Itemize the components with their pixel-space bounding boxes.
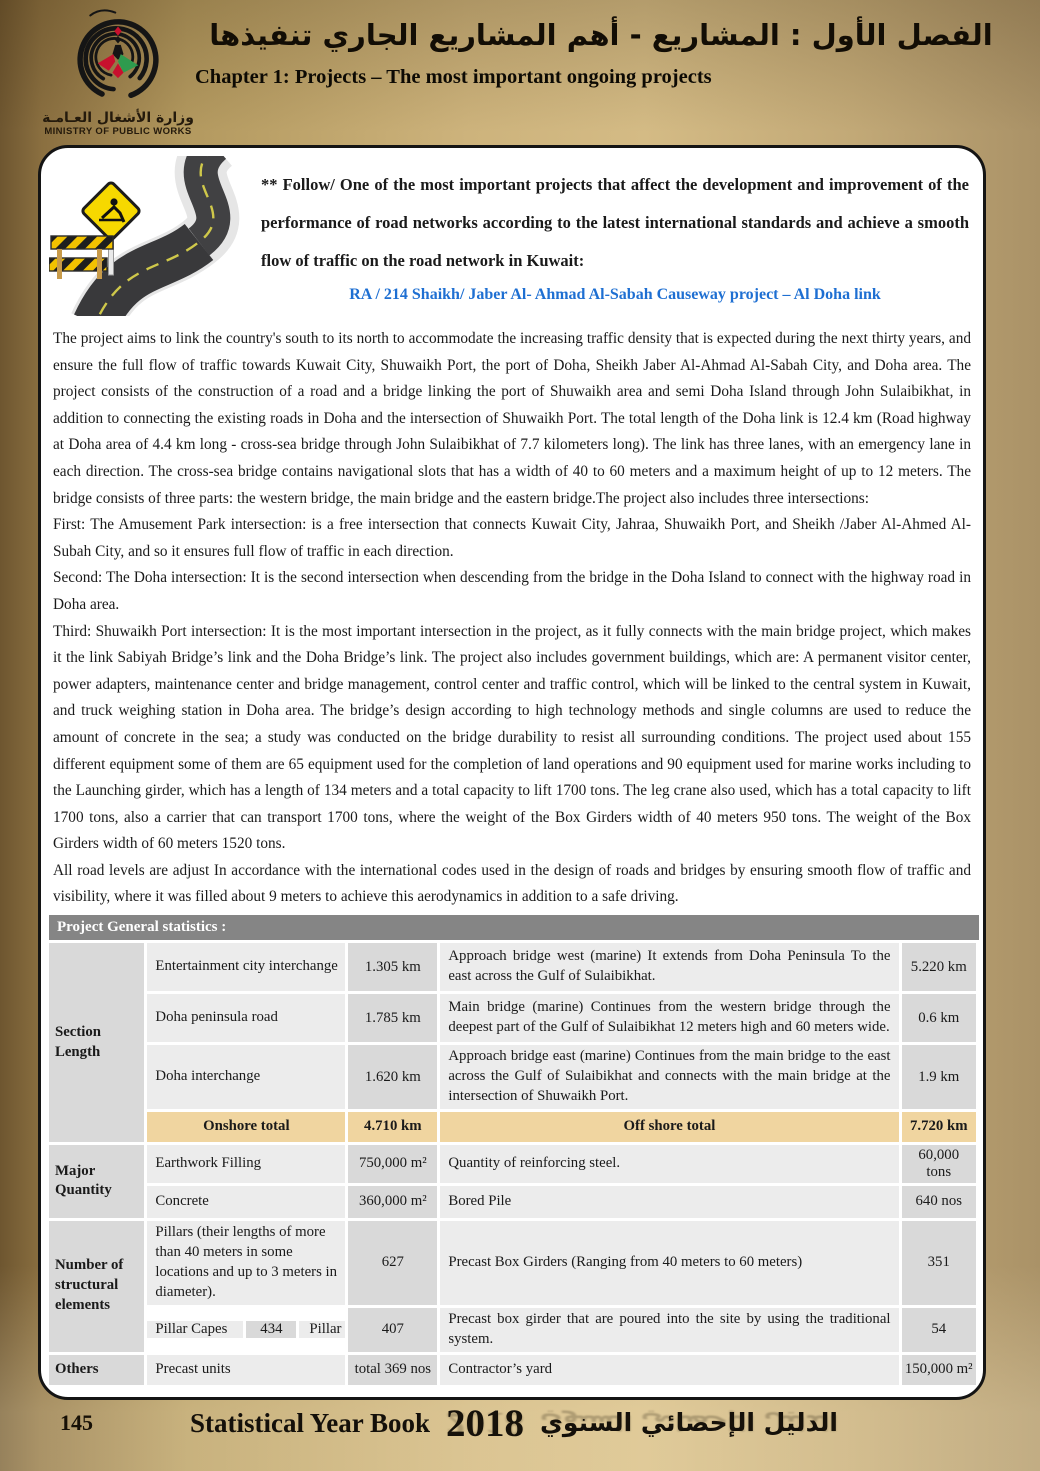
cell-value2: 60,000 tons <box>902 1145 976 1183</box>
cell-offshore-total-value: 7.720 km <box>902 1112 976 1142</box>
cell-desc: Precast box girder that are poured into the site by using the traditional system. <box>440 1308 898 1352</box>
cell-value: 1.620 km <box>348 1045 437 1109</box>
cell-label: Precast units <box>147 1355 345 1385</box>
cell-value2: 150,000 m² <box>902 1355 976 1385</box>
table-row <box>49 994 976 1042</box>
cell-label: Entertainment city interchange <box>147 943 345 991</box>
cell-value: 1.785 km <box>348 994 437 1042</box>
intro-section <box>49 154 973 316</box>
group-header-structural-elements: Number of structural elements <box>49 1221 144 1352</box>
statistics-section <box>49 915 973 1388</box>
cell-desc: Approach bridge west (marine) It extends from Doha Peninsula To the east across the Gulf of Sulaibikhat. <box>440 943 898 991</box>
cell-pillar-capes-count: 434 <box>246 1321 296 1338</box>
cell-desc: Quantity of reinforcing steel. <box>440 1145 898 1183</box>
group-header-section-length: Section Length <box>49 943 144 1142</box>
cell-offshore-total-label: Off shore total <box>440 1112 898 1142</box>
cell-pillar-label: Pillar <box>299 1321 345 1338</box>
project-title: RA / 214 Shaikh/ Jaber Al- Ahmad Al-Sabah Causeway project – Al Doha link <box>349 286 881 303</box>
header-titles <box>195 18 1007 89</box>
page-number: 145 <box>60 1410 93 1435</box>
project-statistics-table <box>46 940 979 1388</box>
cell-desc: Approach bridge east (marine) Continues from the main bridge to the east across the Gulf of Sulaibikhat and connects with the main bridge at the intersection of Shuwaikh Port. <box>440 1045 898 1109</box>
transfer-footnote <box>49 1393 973 1400</box>
footer-title-arabic: الدليل الإحصائي السنوي الدليل الإحصائي السنوي <box>540 1408 838 1437</box>
cell-onshore-total-label: Onshore total <box>147 1112 345 1142</box>
table-title: Project General statistics : <box>49 915 979 940</box>
chapter-title-arabic: الفصل الأول : المشاريع - أهم المشاريع الجاري تنفيذها <box>209 18 993 52</box>
paragraph-first-intersection: First: The Amusement Park intersection: is a free intersection that connects Kuwait City, Jahraa, Shuwaikh Port, and Sheikh /Jaber Al-Ahmed Al-Subah City, and so it ensures full flow of traffic in each direction. <box>53 516 971 560</box>
cell-onshore-total-value: 4.710 km <box>348 1112 437 1142</box>
cell-pillar-split <box>147 1308 345 1352</box>
cell-label: Doha interchange <box>147 1045 345 1109</box>
cell-value: total 369 nos <box>348 1355 437 1385</box>
footer-year: 2018 2018 <box>446 1404 524 1443</box>
paragraph-third-intersection: Third: Shuwaikh Port intersection: It is the most important intersection in the project, as it fully connects with the main bridge project, which makes it the link Sabiyah Bridge’s link and the Doha Bridge’s link. The project also includes government buildings, which are: A permanent visitor center, power adapters, maintenance center and bridge management, control center and traffic control, which will be linked to the central system in Kuwait, and truck weighing station in Doha area. The bridge’s design according to high technology methods and single columns are used to reduce the amount of concrete in the sea; a study was conducted on the bridge durability to resist all surrounding conditions. The project used about 155 different equipment some of them are 65 equipment used for the completion of land operations and 90 equipment used for marine works including to the Launching girder, which has a length of 134 meters and a total capacity to lift 1700 tons. The leg crane also used, which has a total capacity to lift 1700 tons, also a carrier that can transport 1700 tons, where the weight of the Box Girders width of 40 meters 950 tons. The weight of the Box Girders width of 60 meters 1520 tons. <box>53 622 971 853</box>
cell-label: Earthwork Filling <box>147 1145 345 1183</box>
footer-title-group <box>190 1402 838 1443</box>
table-row <box>49 1221 976 1305</box>
group-header-others: Others <box>49 1355 144 1385</box>
cell-value2: 1.9 km <box>902 1045 976 1109</box>
roadworks-illustration <box>49 156 247 316</box>
cell-value2: 54 <box>902 1308 976 1352</box>
table-row-totals <box>49 1112 976 1142</box>
table-row <box>49 1045 976 1109</box>
table-row <box>49 1145 976 1183</box>
intro-lead-text: ** Follow/ One of the most important projects that affect the development and improvement of the performance of road networks according to the latest international standards and achieve a smooth flow of traffic on the road network in Kuwait: <box>261 175 969 270</box>
paragraph-overview: The project aims to link the country's south to its north to accommodate the increasing traffic density that is expected during the next thirty years, and ensure the full flow of traffic towards Kuwait City, Shuwaikh Port, the port of Doha, Sheikh Jaber Al-Ahmad Al-Sabah City, and Doha area. The project consists of the construction of a road and a bridge linking the port of Shuwaikh area and semi Doha Island through John Sulaibikhat, in addition to connecting the existing roads in Doha and the intersection of Shuwaikh Port. The total length of the Doha link is 12.4 km (Road highway at Doha area of 4.4 km long - cross-sea bridge through John Sulaibikhat of 7.7 kilometers long). The link has three lanes, with an emergency lane in each direction. The cross-sea bridge contains navigational slots that has a width of 40 to 60 meters and a maximum height of up to 12 meters. The bridge consists of three parts: the western bridge, the main bridge and the eastern bridge.The project also includes three intersections: <box>53 330 971 507</box>
table-row <box>49 1308 976 1352</box>
cell-label: Pillars (their lengths of more than 40 meters in some locations and up to 3 meters in diameter). <box>147 1221 345 1305</box>
project-description <box>49 326 973 911</box>
footer-book-title: Statistical Year Book <box>190 1408 430 1438</box>
cell-desc: Precast Box Girders (Ranging from 40 meters to 60 meters) <box>440 1221 898 1305</box>
intro-text-block <box>247 154 973 304</box>
cell-value: 1.305 km <box>348 943 437 991</box>
cell-value: 750,000 m² <box>348 1145 437 1183</box>
ministry-falcon-logo-icon <box>62 8 174 104</box>
ministry-name-english: MINISTRY OF PUBLIC WORKS <box>44 126 192 137</box>
cell-desc: Main bridge (marine) Continues from the western bridge through the deepest part of the Gulf of Sulaibikhat 12 meters high and 60 meters wide. <box>440 994 898 1042</box>
ministry-logo-block <box>28 8 208 137</box>
table-row <box>49 1355 976 1385</box>
page-header <box>0 0 1040 140</box>
ministry-name-arabic: وزارة الأشغال العـامـة <box>42 110 194 126</box>
cell-value: 627 <box>348 1221 437 1305</box>
cell-value2: 0.6 km <box>902 994 976 1042</box>
cell-label: Doha peninsula road <box>147 994 345 1042</box>
paragraph-road-levels: All road levels are adjust In accordance with the international codes used in the design of roads and bridges by ensuring smooth flow of traffic and visibility, where it was filled about 9 meters to achieve this aerodynamics in addition to a safe driving. <box>53 861 971 906</box>
cell-value2: 640 nos <box>902 1186 976 1218</box>
cell-desc: Bored Pile <box>440 1186 898 1218</box>
table-row <box>49 943 976 991</box>
cell-value2: 5.220 km <box>902 943 976 991</box>
table-row <box>49 1186 976 1218</box>
cell-value: 360,000 m² <box>348 1186 437 1218</box>
cell-label: Concrete <box>147 1186 345 1218</box>
group-header-major-quantity: Major Quantity <box>49 1145 144 1218</box>
cell-desc: Contractor’s yard <box>440 1355 898 1385</box>
page-footer <box>0 1402 1040 1471</box>
cell-value2: 351 <box>902 1221 976 1305</box>
paragraph-second-intersection: Second: The Doha intersection: It is the second intersection when descending from the bridge in the Doha Island to connect with the highway road in Doha area. <box>53 569 971 613</box>
content-sheet <box>38 145 986 1400</box>
cell-value: 407 <box>348 1308 437 1352</box>
chapter-title-english: Chapter 1: Projects – The most important ongoing projects <box>195 66 712 88</box>
cell-pillar-capes-label: Pillar Capes <box>147 1321 243 1338</box>
